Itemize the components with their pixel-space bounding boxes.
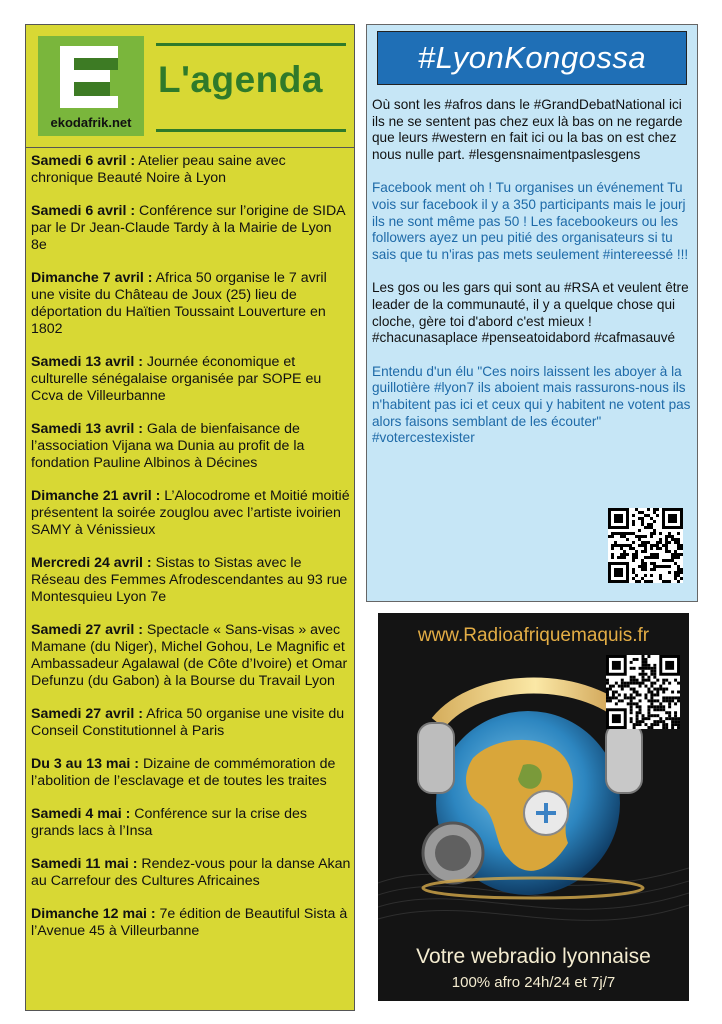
kongossa-paragraph: Entendu d'un élu "Ces noirs laissent les aboyer à la guillotière #lyon7 ils aboient mais rassurons-nous ils n'habitent pas ici et ceux qui y habitent ne votent pas alors faisons semblant de les écouter" #votercestexister (372, 363, 691, 446)
qr-code-icon[interactable] (606, 655, 680, 729)
radio-tagline: Votre webradio lyonnaise (416, 945, 651, 968)
agenda-item-text: Africa 50 organise une visite du Conseil Constitutionnel à Paris (31, 706, 345, 739)
agenda-item-text: Atelier peau saine avec chronique Beauté Noire à Lyon (31, 153, 286, 186)
agenda-item-text: Dizaine de commémoration de l’abolition de l’esclavage et de toutes les traites (31, 756, 336, 789)
agenda-item-text: Africa 50 organise le 7 avril une visite du Château de Joux (25) lieu de déportation du Haïtien Toussaint Louverture en 1802 (31, 270, 327, 337)
agenda-item (31, 806, 351, 840)
agenda-item (31, 555, 351, 606)
agenda-item (31, 856, 351, 890)
agenda-item-date: Samedi 13 avril : (31, 421, 143, 437)
kongossa-panel (366, 24, 698, 602)
agenda-item-date: Samedi 4 mai : (31, 806, 131, 822)
kongossa-paragraph: Les gos ou les gars qui sont au #RSA et veulent être leader de la communauté, il y a quelque chose qui cloche, gère toi d'abord c'est mieux ! #chacunasaplace #penseatoidabord #cafmasauvé (372, 280, 689, 346)
agenda-item-text: Sistas to Sistas avec le Réseau des Femmes Afrodescendantes au 93 rue Montesquieu Lyon 7e (31, 555, 348, 605)
agenda-item-date: Samedi 6 avril : (31, 203, 136, 219)
agenda-item-text: Gala de bienfaisance de l’association Vijana wa Dunia au profit de la fondation Pauline Albinos à Décines (31, 421, 305, 471)
agenda-list (31, 153, 351, 956)
agenda-header (26, 25, 354, 148)
header-divider-bottom (156, 129, 346, 132)
agenda-item-date: Samedi 6 avril : (31, 153, 136, 169)
agenda-item-text: 7e édition de Beautiful Sista à l’Avenue 45 à Villeurbanne (31, 906, 348, 939)
qr-code-pattern (608, 508, 683, 583)
logo-caption: ekodafrik.net (50, 115, 132, 130)
agenda-item-text: Spectacle « Sans-visas » avec Mamane (du Niger), Michel Gohou, Le Magnific et Ambassadeur Agalawal (de Côte d’Ivoire) et Omar Defunzu (du Gabon) à la Bourse du Travail Lyon (31, 622, 348, 689)
kongossa-title-box (377, 31, 687, 85)
agenda-item-date: Mercredi 24 avril : (31, 555, 152, 571)
agenda-item (31, 906, 351, 940)
kongossa-paragraph: Facebook ment oh ! Tu organises un événement Tu vois sur facebook il y a 350 participants mais le jourj ils ne sont même pas 50 ! Les facebookeurs ou les followers ayez un peu pitié des organisateurs si tu sais que tu n'iras pas mets seulement #intereessé !!! (372, 180, 689, 262)
agenda-title: L'agenda (158, 59, 323, 100)
agenda-item (31, 756, 351, 790)
qr-code-icon[interactable] (608, 508, 683, 583)
agenda-item (31, 270, 351, 338)
agenda-item-text: Journée économique et culturelle sénégalaise organisée par SOPE eu Ccva de Villeurbanne (31, 354, 322, 404)
agenda-item-date: Samedi 27 avril : (31, 622, 143, 638)
kongossa-title: #LyonKongossa (417, 40, 647, 75)
agenda-item (31, 354, 351, 405)
agenda-item-date: Samedi 11 mai : (31, 856, 138, 872)
agenda-item-date: Dimanche 21 avril : (31, 488, 161, 504)
agenda-item (31, 421, 351, 472)
kongossa-paragraph: Où sont les #afros dans le #GrandDebatNational ici ils ne se sentent pas chez eux là bas on ne regarde que leurs #western en fait ici ou la bas on est chez nous nulle part. #lesgensnaimentpaslesgens (372, 97, 683, 162)
agenda-item-text: L’Alocodrome et Moitié moitié présentent la soirée zouglou avec l’artiste ivoirien SAMY à Vénissieux (31, 488, 350, 538)
agenda-item-date: Samedi 13 avril : (31, 354, 143, 370)
agenda-item (31, 488, 351, 539)
agenda-item-date: Dimanche 7 avril : (31, 270, 153, 286)
kongossa-body (372, 97, 694, 464)
radio-url[interactable]: www.Radioafriquemaquis.fr (417, 625, 650, 646)
agenda-item (31, 706, 351, 740)
agenda-item (31, 153, 351, 187)
agenda-item-text: Rendez-vous pour la danse Akan au Carrefour des Cultures Africaines (31, 856, 351, 889)
agenda-panel (25, 24, 355, 1011)
agenda-item-text: Conférence sur la crise des grands lacs à l’Insa (31, 806, 307, 839)
agenda-item-text: Conférence sur l’origine de SIDA par le Dr Jean-Claude Tardy à la Mairie de Lyon 8e (31, 203, 345, 253)
radio-ad[interactable] (378, 613, 689, 1001)
qr-code-pattern (606, 655, 680, 729)
logo-e-shape-icon (60, 46, 118, 108)
agenda-item (31, 622, 351, 690)
agenda-item (31, 203, 351, 254)
ekodafrik-logo-icon[interactable] (38, 36, 144, 136)
agenda-item-date: Dimanche 12 mai : (31, 906, 156, 922)
agenda-item-date: Samedi 27 avril : (31, 706, 143, 722)
header-divider-top (156, 43, 346, 46)
radio-subtagline: 100% afro 24h/24 et 7j/7 (451, 974, 616, 991)
agenda-item-date: Du 3 au 13 mai : (31, 756, 140, 772)
